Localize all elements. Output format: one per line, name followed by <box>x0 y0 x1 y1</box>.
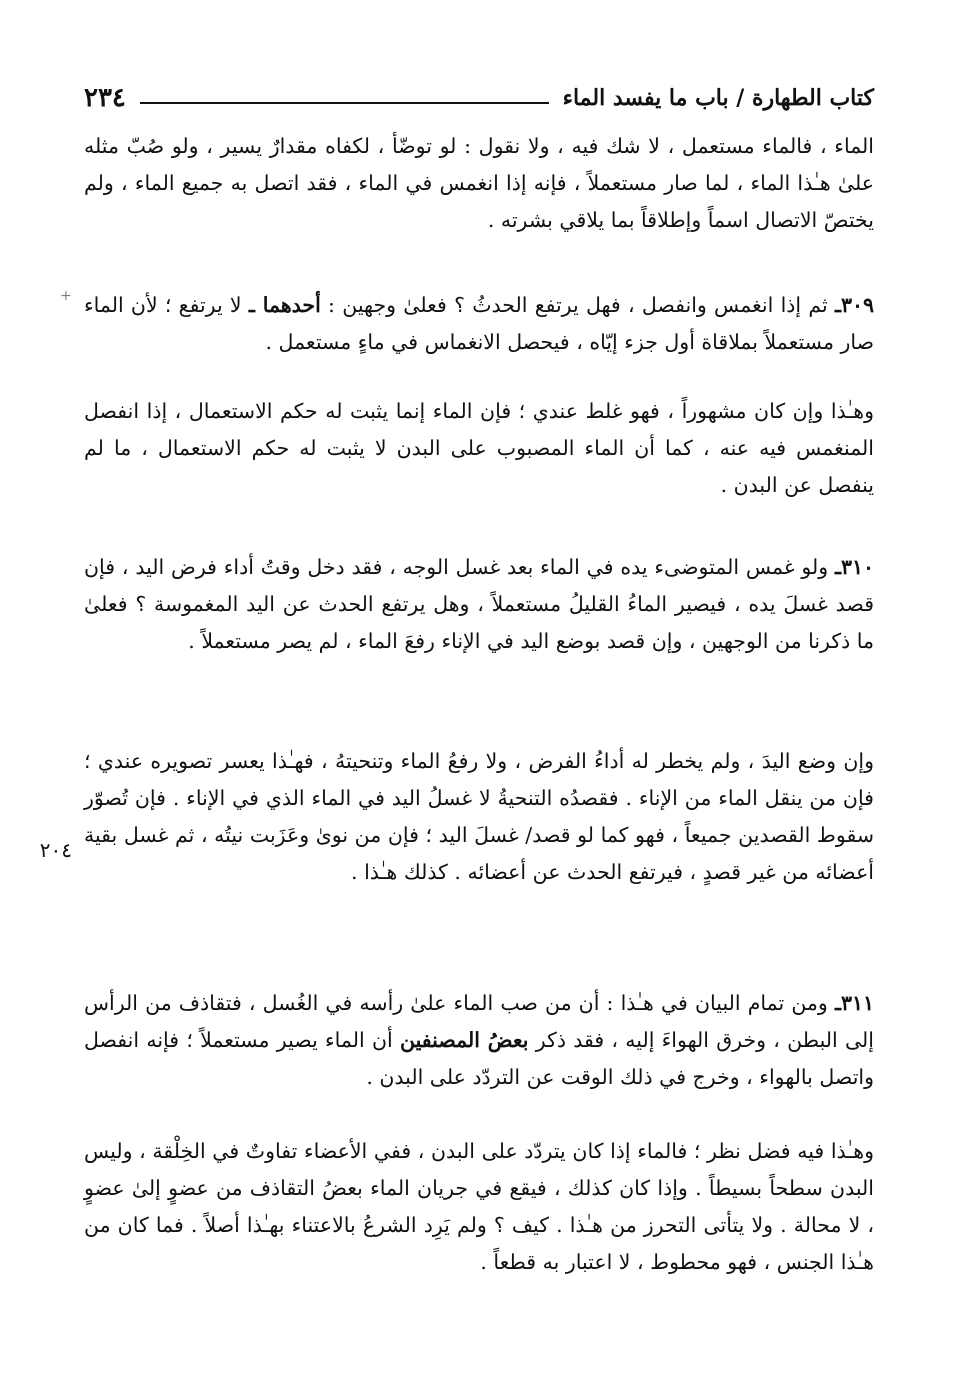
paragraph-text: ومن تمام البيان في هـٰذا : أن من صب الماء علىٰ رأسه في الغُسل ، فتقاذف من الرأس إلى البطن ، وخرق الهواءَ إليه ، فقد ذكر <box>84 991 874 1052</box>
paragraph-number: ٣١١ـ <box>834 991 874 1015</box>
margin-page-reference: ٢٠٤ <box>39 838 72 862</box>
paragraph-text: الماء ، فالماء مستعمل ، لا شك فيه ، ولا نقول : لو توضّأ ، لكفاه مقدارٌ يسير ، ولو صُبّ مثله علىٰ هـٰذا الماء ، لما صار مستعملاً ، فإنه إذا انغمس في الماء ، فقد اتصل به جميع الماء ، ولم يختصّ الاتصال اسماً وإطلاقاً بما يلاقي بشرته . <box>84 134 874 232</box>
paragraph-text: أن الماء يصير مستعملاً ؛ فإنه انفصل واتصل بالهواء ، وخرج في ذلك الوقت عن التردّد على البدن . <box>84 1028 874 1089</box>
paragraph-text: وإن وضع اليدَ ، ولم يخطر له أداءُ الفرض ، ولا رفعُ الماء وتنحيتهُ ، فهـٰذا يعسر تصويره عندي ؛ فإن من ينقل الماء من الإناء . فقصدُه التنحيةُ لا غسلُ اليد في الماء الذي في الإناء . فإن تُصوّر سقوط القصدين جميعاً ، فهو كما لو قصد/ غسلَ اليد ؛ فإن من نوىٰ وعَزَبت نيتُه ، ثم غسل بقية أعضائه من غير قصدٍ ، فيرتفع الحدث عن أعضائه . كذلك هـٰذا . <box>84 749 874 884</box>
paragraph-text: ولو غمس المتوضىء يده في الماء بعد غسل الوجه ، فقد دخل وقتُ أداء فرض اليد ، فإن قصد غسلَ يده ، فيصير الماءُ القليلُ مستعملاً ، وهل يرتفع الحدث عن اليد المغموسة ؟ فعلىٰ ما ذكرنا من الوجهين ، وإن قصد بوضع اليد في الإناء رفعَ الماء ، لم يصر مستعملاً . <box>84 555 874 653</box>
paragraph-text: ثم إذا انغمس وانفصل ، فهل يرتفع الحدثُ ؟ فعلىٰ وجهين : <box>320 293 835 317</box>
running-title: كتاب الطهارة / باب ما يفسد الماء <box>562 85 874 111</box>
paragraph-number: ٣١٠ـ <box>834 555 874 579</box>
paragraph-309 <box>84 287 874 361</box>
margin-mark: + <box>60 288 72 304</box>
paragraph-5 <box>84 743 874 891</box>
paragraph-3 <box>84 393 874 504</box>
paragraph-310 <box>84 549 874 660</box>
bold-term: بعضُ المصنفين <box>399 1028 529 1052</box>
page-header <box>84 78 874 118</box>
header-rule <box>140 102 549 104</box>
paragraph-text: وهـٰذا فيه فضل نظر ؛ فالماء إذا كان يتردّد على البدن ، ففي الأعضاء تفاوتٌ في الخِلْقة ، وليس البدن سطحاً بسيطاً . وإذا كان كذلك ، فيقع في جريان الماء بعضُ التقاذف من عضوٍ إلىٰ عضوٍ ، لا محالة . ولا يتأتى التحرز من هـٰذا . كيف ؟ ولم يَرِد الشرعُ بالاعتناء بهـٰذا أصلاً . فما كان من هـٰذا الجنس ، فهو محطوط ، لا اعتبار به قطعاً . <box>84 1139 874 1274</box>
page-number: ٢٣٤ <box>84 83 126 113</box>
paragraph-1 <box>84 128 874 239</box>
paragraph-text: لا يرتفع ؛ لأن الماء صار مستعملاً بملاقاة أول جزء إيّاه ، فيحصل الانغماس في ماءٍ مستعمل . <box>84 293 874 354</box>
paragraph-text: وهـٰذا وإن كان مشهوراً ، فهو غلط عندي ؛ فإن الماء إنما يثبت له حكم الاستعمال ، إذا انفصل المنغمس فيه عنه ، كما أن الماء المصبوب على البدن لا يثبت له حكم الاستعمال ، ما لم ينفصل عن البدن . <box>84 399 874 497</box>
paragraph-7 <box>84 1133 874 1281</box>
paragraph-number: ٣٠٩ـ <box>834 293 875 317</box>
bold-term: أحدهما ـ <box>248 293 321 317</box>
paragraph-311 <box>84 985 874 1096</box>
